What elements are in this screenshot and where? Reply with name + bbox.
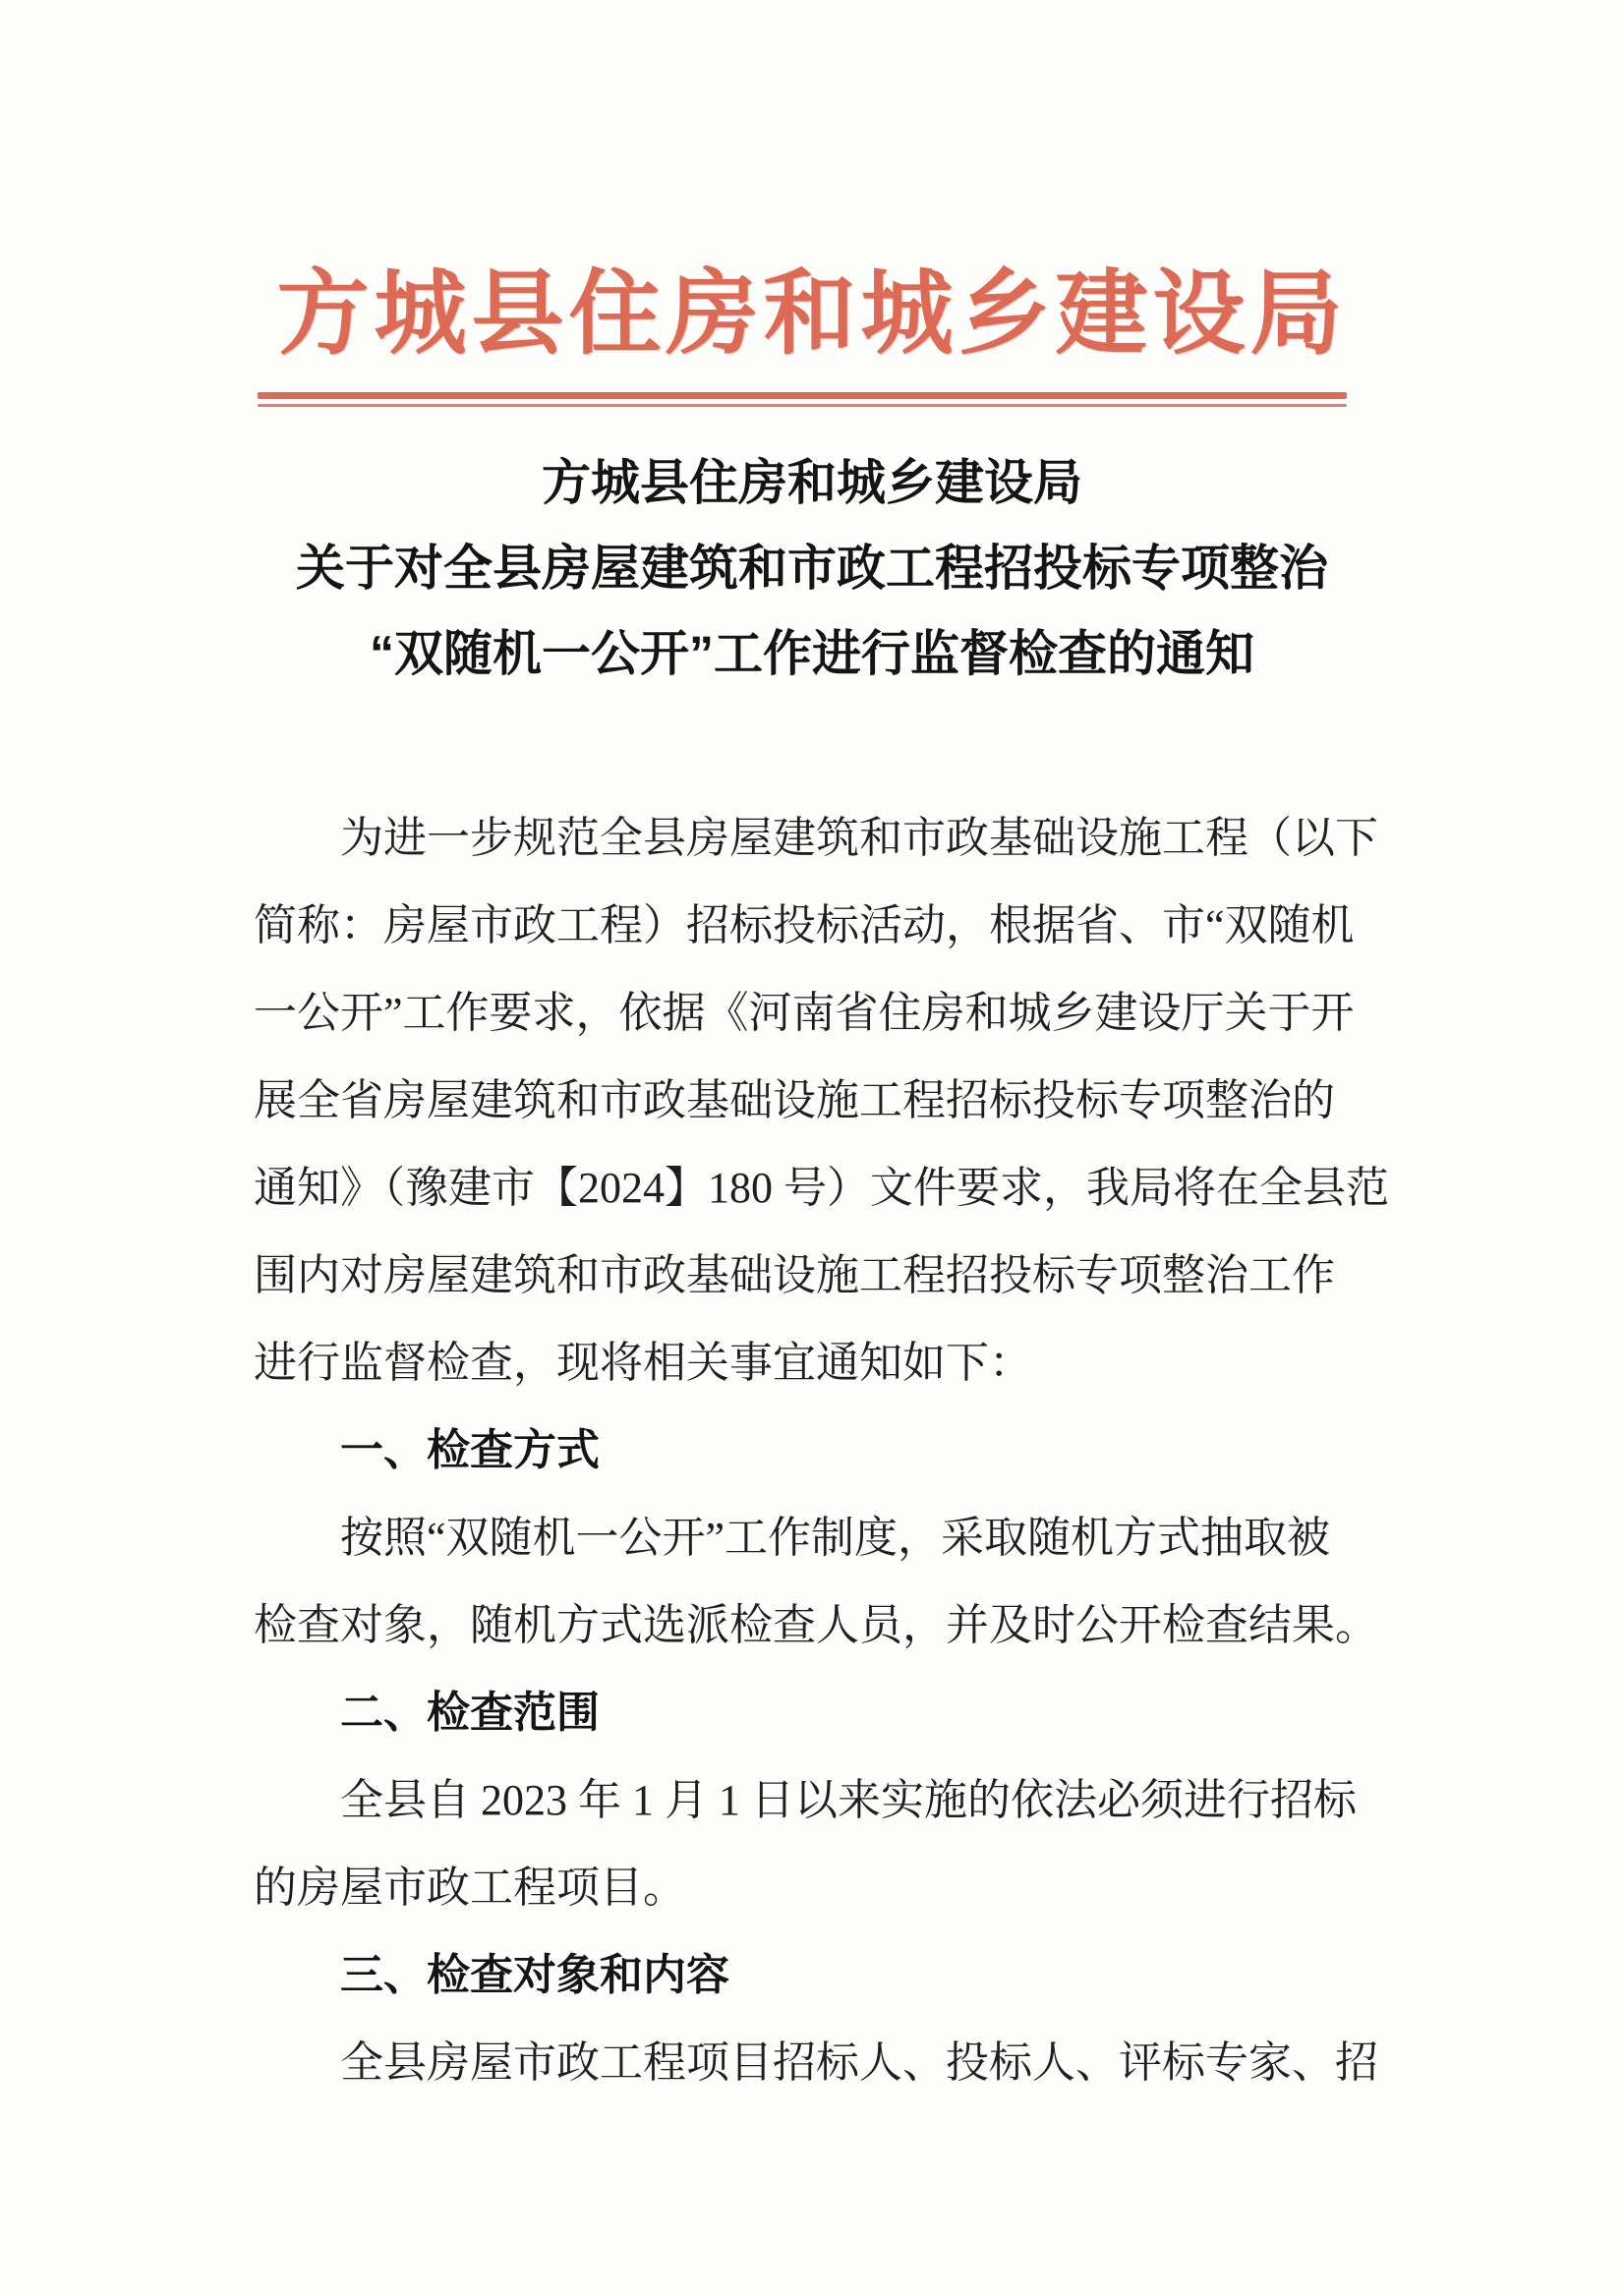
separator-thick-line (258, 392, 1347, 399)
body-line: 一公开”工作要求，依据《河南省住房和城乡建设厅关于开 (254, 989, 1355, 1037)
separator-thin-line (258, 404, 1347, 407)
body-line: 通知》（豫建市【2024】180 号）文件要求，我局将在全县范 (254, 1164, 1389, 1212)
letterhead-separator (258, 392, 1347, 407)
body-line: 检查对象，随机方式选派检查人员，并及时公开检查结果。 (254, 1601, 1378, 1649)
letterhead-agency-name: 方城县住房和城乡建设局 (276, 263, 1348, 366)
body-line: 全县房屋市政工程项目招标人、投标人、评标专家、招 (340, 2038, 1378, 2087)
document-body (254, 794, 1389, 2106)
section-heading-3: 三、检查对象和内容 (340, 1951, 729, 1999)
body-line: 进行监督检查，现将相关事宜通知如下： (254, 1339, 1032, 1387)
body-line: 为进一步规范全县房屋建筑和市政基础设施工程（以下 (340, 814, 1378, 862)
document-title-line-1: 方城县住房和城乡建设局 (542, 455, 1082, 510)
document-title-line-2: 关于对全县房屋建筑和市政工程招投标专项整治 (296, 541, 1328, 596)
document-title (0, 440, 1624, 697)
body-line: 按照“双随机一公开”工作制度，采取随机方式抽取被 (340, 1514, 1331, 1562)
body-line: 展全省房屋建筑和市政基础设施工程招标投标专项整治的 (254, 1076, 1335, 1124)
section-heading-1: 一、检查方式 (340, 1426, 600, 1474)
section-heading-2: 二、检查范围 (340, 1689, 600, 1737)
body-line: 围内对房屋建筑和市政基础设施工程招投标专项整治工作 (254, 1251, 1335, 1299)
body-line: 简称：房屋市政工程）招标投标活动，根据省、市“双随机 (254, 901, 1355, 949)
body-line: 全县自 2023 年 1 月 1 日以来实施的依法必须进行招标 (340, 1776, 1357, 1824)
body-line: 的房屋市政工程项目。 (254, 1864, 686, 1912)
document-title-line-3: “双随机一公开”工作进行监督检查的通知 (370, 626, 1254, 681)
